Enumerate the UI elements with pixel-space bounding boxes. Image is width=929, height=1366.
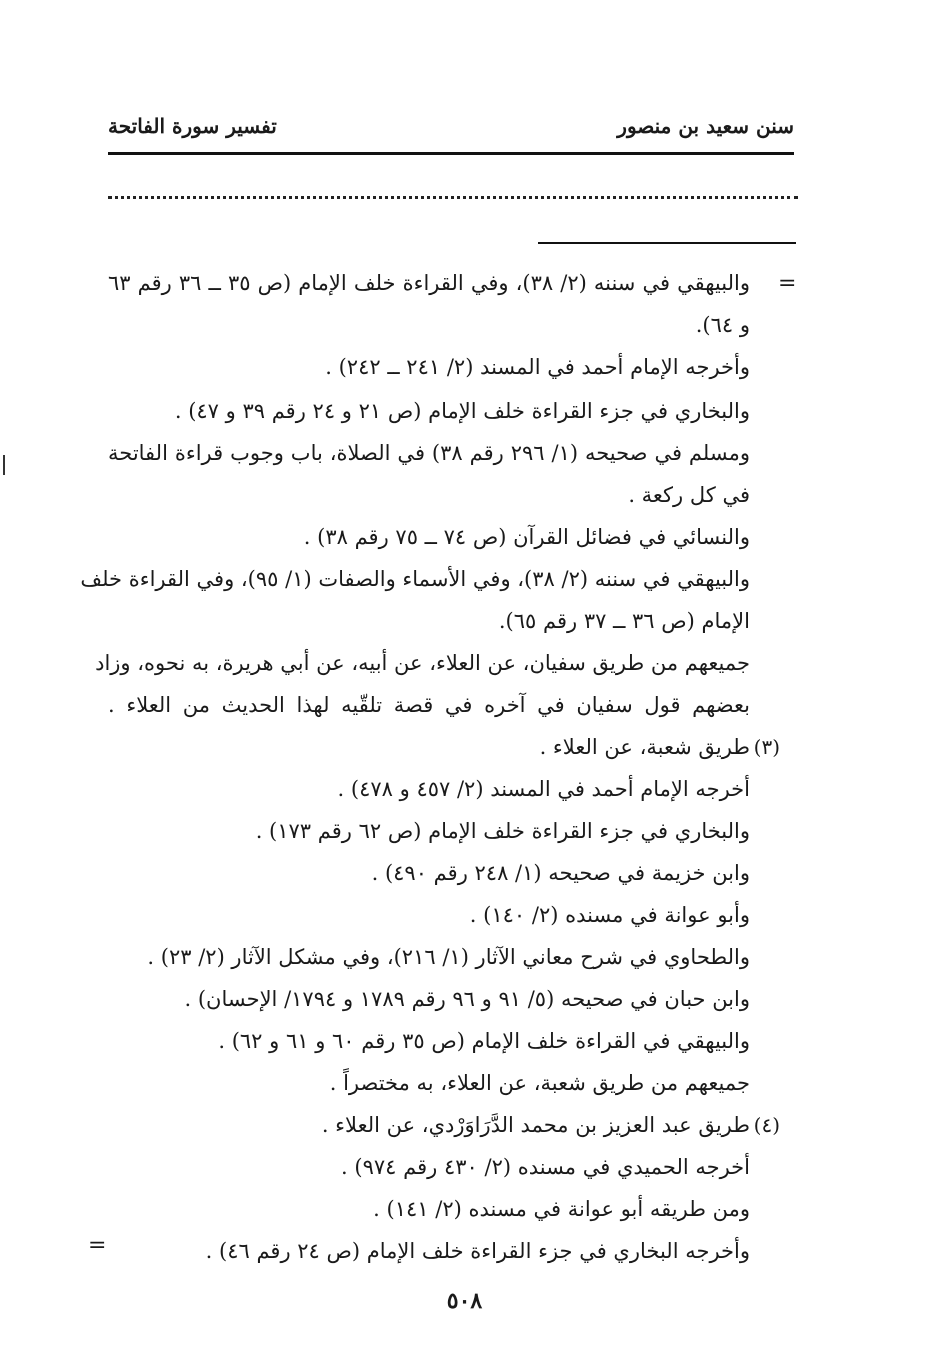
footnote-line: أخرجه الإمام أحمد في المسند (٢/ ٤٥٧ و ٤٧٨) . (337, 777, 750, 801)
footnote-line: والبخاري في جزء القراءة خلف الإمام (ص ٦٢ رقم ١٧٣) . (255, 819, 750, 843)
footnote-number: (٤) (753, 1113, 780, 1137)
footnote-line: والبيهقي في سننه (٢/ ٣٨)، وفي الأسماء والصفات (١/ ٩٥)، وفي القراءة خلف (80, 567, 750, 591)
continuation-mark-bottom: = (88, 1233, 107, 1258)
page-number: ٥٠٨ (446, 1288, 483, 1314)
scan-edge-mark (3, 455, 5, 475)
footnote-line: ومسلم في صحيحه (١/ ٢٩٦ رقم ٣٨) في الصلاة، باب وجوب قراءة الفاتحة (108, 441, 750, 465)
footnote-line: وأخرجه الإمام أحمد في المسند (٢/ ٢٤١ ــ ٢٤٢) . (325, 355, 750, 379)
footnote-line: جميعهم من طريق شعبة، عن العلاء، به مختصراً . (329, 1071, 750, 1095)
footnote-line: والطحاوي في شرح معاني الآثار (١/ ٢١٦)، وفي مشكل الآثار (٢/ ٢٣) . (147, 945, 750, 969)
footnote-line: طريق شعبة، عن العلاء . (539, 735, 750, 759)
footnote-line: وابن خزيمة في صحيحه (١/ ٢٤٨ رقم ٤٩٠) . (371, 861, 750, 885)
footnote-line: وأخرجه البخاري في جزء القراءة خلف الإمام (ص ٢٤ رقم ٤٦) . (205, 1239, 750, 1263)
footnote-line: طريق عبد العزيز بن محمد الدَّرَاوَرْدي، عن العلاء . (321, 1113, 750, 1137)
continuation-mark-top: = (778, 271, 797, 296)
running-header (108, 106, 794, 146)
footnote-line: ومن طريقه أبو عوانة في مسنده (٢/ ١٤١) . (373, 1197, 750, 1221)
footnote-line: وابن حبان في صحيحه (٥/ ٩١ و ٩٦ رقم ١٧٨٩ و ١٧٩٤/ الإحسان) . (184, 987, 750, 1011)
footnote-line: والبخاري في جزء القراءة خلف الإمام (ص ٢١ و ٢٤ رقم ٣٩ و ٤٧) . (174, 399, 750, 423)
footnote-line: في كل ركعة . (628, 483, 750, 507)
chapter-title: تفسير سورة الفاتحة (108, 114, 277, 138)
header-rule (108, 152, 794, 155)
footnote-line: والبيهقي في سننه (٢/ ٣٨)، وفي القراءة خلف الإمام (ص ٣٥ ــ ٣٦ رقم ٦٣ (108, 271, 750, 295)
dotted-separator (108, 196, 798, 211)
footnote-line: جميعهم من طريق سفيان، عن العلاء، عن أبيه، عن أبي هريرة، به نحوه، وزاد (95, 651, 750, 675)
footnote-number: (٣) (753, 735, 780, 759)
footnote-line: وأبو عوانة في مسنده (٢/ ١٤٠) . (469, 903, 750, 927)
footnote-line: الإمام (ص ٣٦ ــ ٣٧ رقم ٦٥). (498, 609, 750, 633)
footnote-line: و ٦٤). (695, 313, 750, 337)
footnote-line: والنسائي في فضائل القرآن (ص ٧٤ ــ ٧٥ رقم ٣٨) . (303, 525, 750, 549)
book-title: سنن سعيد بن منصور (617, 114, 794, 138)
footnote-line: والبيهقي في القراءة خلف الإمام (ص ٣٥ رقم ٦٠ و ٦١ و ٦٢) . (218, 1029, 750, 1053)
footnote-rule (538, 242, 796, 244)
footnote-line: بعضهم قول سفيان في آخره في قصة تلقّيه لهذا الحديث من العلاء . (108, 693, 750, 717)
footnote-line: أخرجه الحميدي في مسنده (٢/ ٤٣٠ رقم ٩٧٤) . (341, 1155, 750, 1179)
